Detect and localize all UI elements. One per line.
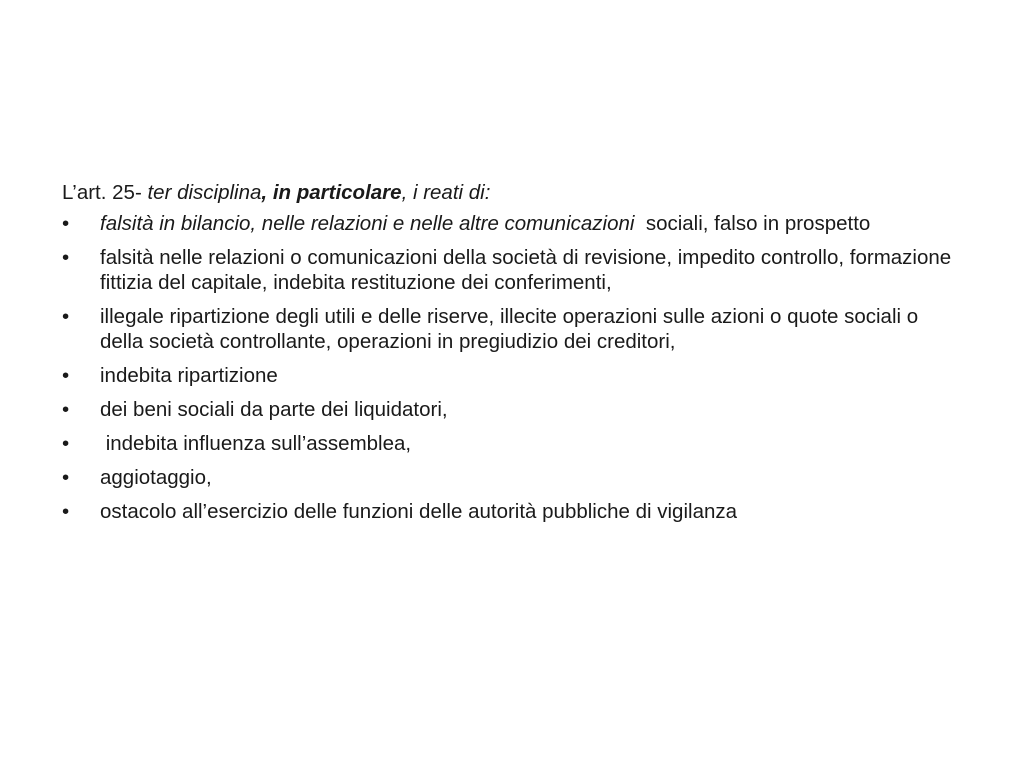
bullet-icon: • [62,364,70,387]
list-item [62,245,962,295]
list-item [62,431,962,456]
list-item-text: indebita ripartizione [100,364,278,387]
bullet-icon: • [62,398,70,421]
offense-list [62,211,962,524]
list-item-text: ostacolo all’esercizio delle funzioni delle autorità pubbliche di vigilanza [100,500,738,523]
slide-body [62,180,962,533]
list-item [62,211,962,236]
list-item [62,499,962,524]
intro-ter: ter disciplina [147,181,262,204]
list-item [62,363,962,388]
bullet-icon: • [62,305,70,328]
list-item-italic: falsità in bilancio, nelle relazioni e nelle altre comunicazioni [100,212,635,235]
list-item-text: dei beni sociali da parte dei liquidatori, [100,398,448,421]
list-item-text: indebita influenza sull’assemblea, [100,432,412,455]
intro-bold: , in particolare [261,181,402,204]
list-item-text: falsità nelle relazioni o comunicazioni della società di revisione, impedito controllo, formazione fittizia del capitale, indebita restituzione dei conferimenti, [100,246,952,294]
bullet-icon: • [62,212,70,235]
bullet-icon: • [62,500,70,523]
list-item [62,304,962,354]
list-item-text: aggiotaggio, [100,466,212,489]
bullet-icon: • [62,466,70,489]
intro-suffix: , i reati di: [401,181,491,204]
intro-prefix: L’art. 25- [62,181,148,204]
list-item [62,465,962,490]
list-item [62,397,962,422]
list-item-text: illegale ripartizione degli utili e delle riserve, illecite operazioni sulle azioni o quote sociali o della società controllante, operazioni in pregiudizio dei creditori, [100,305,919,353]
list-item-text: sociali, falso in prospetto [634,212,871,235]
intro-line [62,180,962,205]
bullet-icon: • [62,246,70,269]
bullet-icon: • [62,432,70,455]
